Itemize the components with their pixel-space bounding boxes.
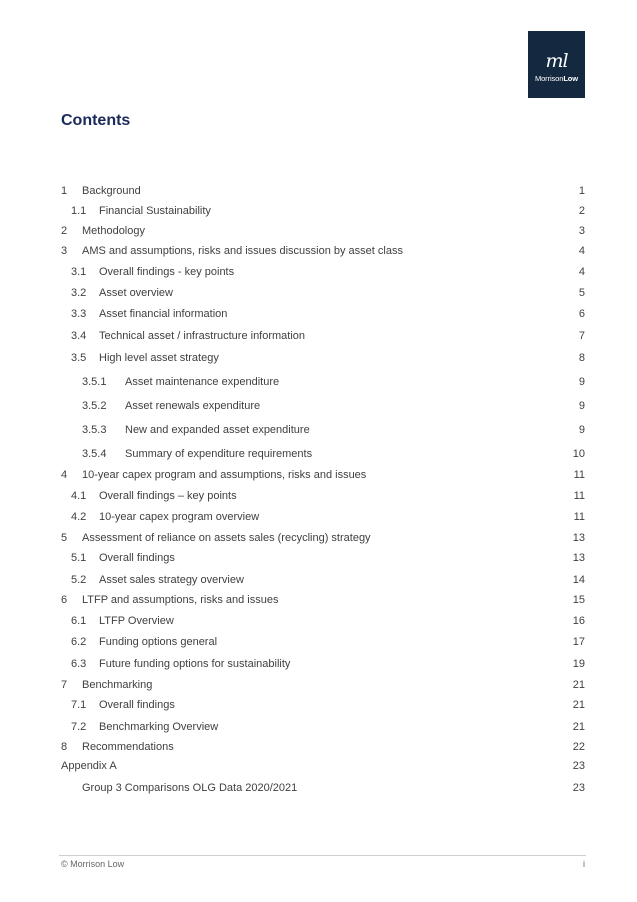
toc-entry-title: Asset sales strategy overview [99, 574, 244, 586]
toc-entry-number: 1.1 [71, 205, 87, 217]
toc-entry-title: 10-year capex program and assumptions, risks and issues [82, 469, 367, 481]
logo-name-bold: Low [563, 74, 579, 83]
toc-entry[interactable] [0, 530, 637, 546]
toc-entry-title: Appendix A [61, 760, 117, 772]
toc-entry[interactable] [0, 572, 637, 588]
toc-entry-number: 6.2 [71, 636, 87, 648]
toc-entry-number: 3.5.4 [82, 448, 107, 460]
toc-entry-page: 6 [578, 308, 585, 320]
toc-entry[interactable] [0, 488, 637, 504]
toc-entry[interactable] [0, 758, 637, 774]
toc-entry-number: 3.2 [71, 287, 87, 299]
toc-entry-page: 14 [572, 574, 585, 586]
toc-entry-page: 11 [573, 511, 585, 523]
toc-entry-page: 17 [572, 636, 585, 648]
toc-entry[interactable] [0, 306, 637, 322]
toc-entry-title: Asset financial information [99, 308, 228, 320]
toc-entry-page: 5 [578, 287, 585, 299]
toc-entry-page: 23 [572, 760, 585, 772]
toc-entry[interactable] [0, 422, 637, 438]
toc-entry-title: Overall findings [99, 699, 175, 711]
toc-entry[interactable] [0, 183, 637, 199]
toc-entry[interactable] [0, 509, 637, 525]
toc-entry-number: 5.2 [71, 574, 87, 586]
toc-entry-title: Asset renewals expenditure [125, 400, 261, 412]
toc-entry-title: 10-year capex program overview [99, 511, 260, 523]
toc-entry-title: Summary of expenditure requirements [125, 448, 313, 460]
toc-entry-title: High level asset strategy [99, 352, 219, 364]
toc-entry-number: 7.1 [71, 699, 87, 711]
toc-entry-number: 4 [61, 469, 68, 481]
toc-entry[interactable] [0, 719, 637, 735]
toc-entry[interactable] [0, 350, 637, 366]
toc-entry-page: 15 [572, 594, 585, 606]
toc-entry[interactable] [0, 374, 637, 390]
toc-entry-number: 3.3 [71, 308, 87, 320]
toc-entry-number: 1 [61, 185, 68, 197]
toc-entry-page: 19 [572, 658, 585, 670]
toc-entry-page: 8 [578, 352, 585, 364]
toc-entry-page: 1 [578, 185, 585, 197]
toc-entry-number: 3.5.1 [82, 376, 107, 388]
toc-entry-page: 11 [573, 490, 585, 502]
toc-entry-page: 10 [572, 448, 585, 460]
toc-entry-page: 21 [572, 679, 585, 691]
toc-entry-page: 9 [578, 400, 585, 412]
toc-entry-page: 3 [578, 225, 585, 237]
toc-entry-page: 11 [573, 469, 585, 481]
toc-entry-page: 23 [572, 782, 585, 794]
toc-entry-title: Asset overview [99, 287, 173, 299]
toc-entry-number: 6 [61, 594, 68, 606]
toc-entry-title: Benchmarking [82, 679, 153, 691]
toc-entry-page: 4 [578, 266, 585, 278]
toc-entry-number: 5.1 [71, 552, 87, 564]
toc-entry-number: 3.5.2 [82, 400, 107, 412]
toc-entry-page: 9 [578, 424, 585, 436]
logo-name-thin: Morrison [534, 74, 564, 83]
toc-entry[interactable] [0, 613, 637, 629]
toc-entry-number: 3.4 [71, 330, 87, 342]
toc-entry-page: 4 [578, 245, 585, 257]
toc-entry-page: 2 [578, 205, 585, 217]
toc-entry-number: 8 [61, 741, 68, 753]
toc-entry-number: 3.1 [71, 266, 87, 278]
toc-entry-title: AMS and assumptions, risks and issues discussion by asset class [82, 245, 403, 257]
toc-entry-title: Asset maintenance expenditure [125, 376, 280, 388]
toc-entry-title: Financial Sustainability [99, 205, 211, 217]
toc-entry[interactable] [0, 264, 637, 280]
toc-entry-title: Overall findings - key points [99, 266, 235, 278]
toc-entry-title: Recommendations [82, 741, 174, 753]
logo-wordmark [528, 74, 585, 83]
toc-entry-page: 21 [572, 699, 585, 711]
toc-entry-page: 21 [572, 721, 585, 733]
toc-entry-title: Benchmarking Overview [99, 721, 219, 733]
toc-entry-title: Overall findings [99, 552, 175, 564]
toc-entry-page: 13 [572, 552, 585, 564]
toc-entry-number: 4.1 [71, 490, 87, 502]
toc-entry-number: 7.2 [71, 721, 87, 733]
page-title: Contents [61, 112, 131, 129]
toc-entry-title: Future funding options for sustainability [99, 658, 291, 670]
toc-entry-title: Methodology [82, 225, 145, 237]
toc-entry-number: 6.1 [71, 615, 87, 627]
toc-entry-page: 22 [572, 741, 585, 753]
toc-entry[interactable] [0, 739, 637, 755]
footer-page-number: i [583, 859, 585, 869]
toc-entry[interactable] [0, 656, 637, 672]
toc-entry-page: 9 [578, 376, 585, 388]
toc-entry-title: Background [82, 185, 141, 197]
toc-entry-number: 7 [61, 679, 68, 691]
toc-entry-number: 6.3 [71, 658, 87, 670]
toc-entry[interactable] [0, 697, 637, 713]
toc-entry-number: 3.5 [71, 352, 87, 364]
toc-entry[interactable] [0, 203, 637, 219]
toc-entry[interactable] [0, 285, 637, 301]
toc-entry-title: Assessment of reliance on assets sales (recycling) strategy [82, 532, 371, 544]
toc-entry-number: 2 [61, 225, 68, 237]
toc-entry-title: LTFP and assumptions, risks and issues [82, 594, 279, 606]
toc-entry[interactable] [0, 467, 637, 483]
toc-entry-title: LTFP Overview [99, 615, 174, 627]
toc-entry-title: Overall findings – key points [99, 490, 237, 502]
toc-entry-number: 3 [61, 245, 68, 257]
toc-entry-title: New and expanded asset expenditure [125, 424, 310, 436]
toc-entry[interactable] [0, 328, 637, 344]
toc-entry[interactable] [0, 223, 637, 239]
toc-entry[interactable] [0, 592, 637, 608]
toc-entry[interactable] [0, 677, 637, 693]
toc-entry-page: 16 [572, 615, 585, 627]
toc-entry[interactable] [0, 243, 637, 259]
logo-mark: ml [545, 50, 568, 72]
toc-entry[interactable] [0, 780, 637, 796]
toc-entry-number: 4.2 [71, 511, 87, 523]
toc-entry-number: 5 [61, 532, 68, 544]
toc-entry-page: 7 [578, 330, 585, 342]
footer-copyright: © Morrison Low [61, 859, 125, 869]
toc-entry-title: Group 3 Comparisons OLG Data 2020/2021 [82, 782, 298, 794]
toc-entry[interactable] [0, 634, 637, 650]
toc-entry-title: Technical asset / infrastructure information [99, 330, 306, 342]
toc-entry[interactable] [0, 446, 637, 462]
toc-entry-number: 3.5.3 [82, 424, 107, 436]
toc-entry[interactable] [0, 398, 637, 414]
toc-entry[interactable] [0, 550, 637, 566]
toc-entry-title: Funding options general [99, 636, 218, 648]
footer-divider [59, 855, 586, 856]
toc-entry-page: 13 [572, 532, 585, 544]
morrison-low-logo [528, 31, 585, 98]
